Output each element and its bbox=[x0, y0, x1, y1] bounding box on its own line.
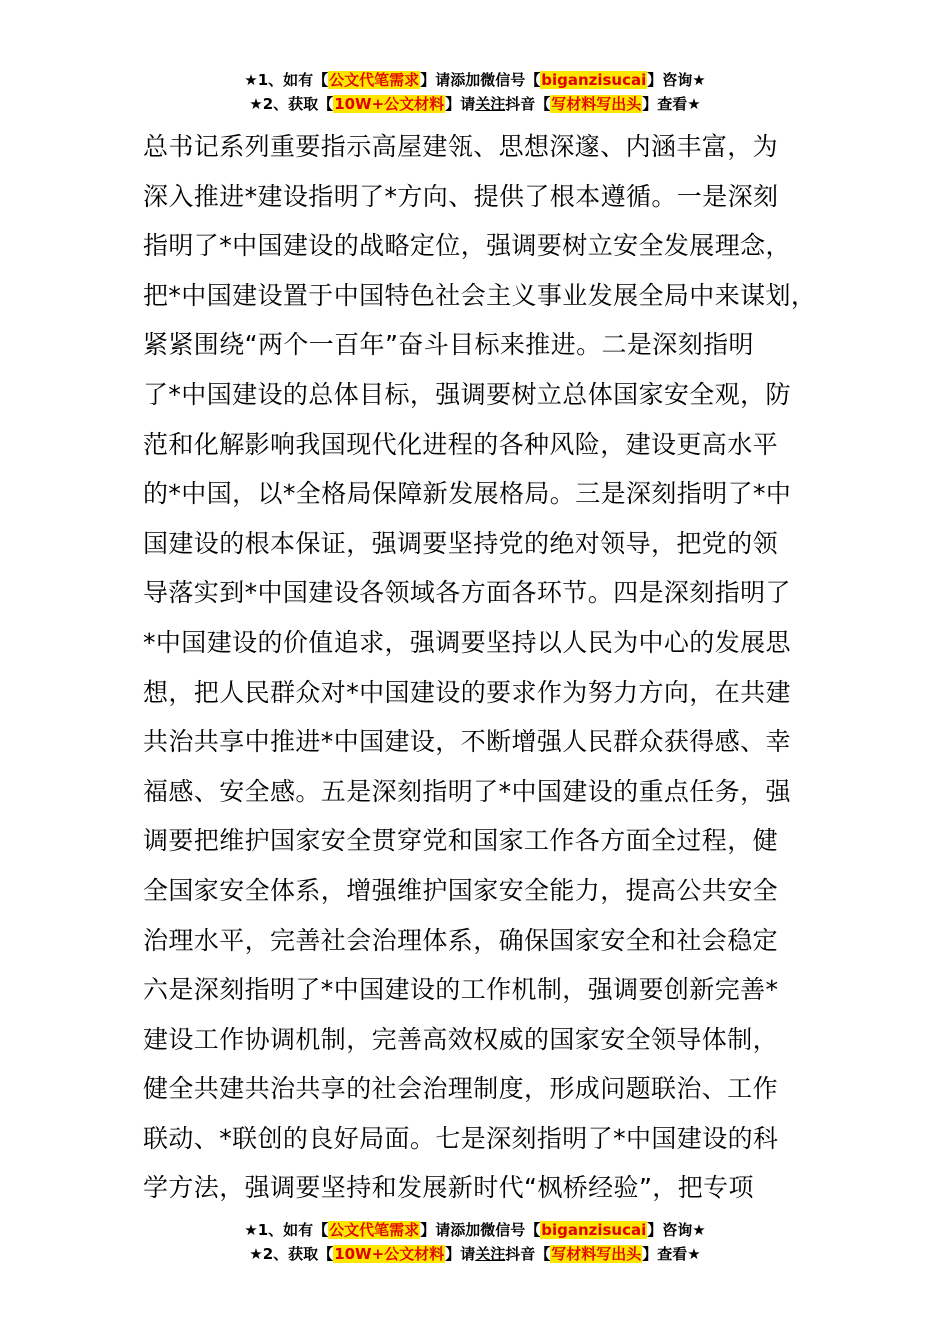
body-text-line: 指明了*中国建设的战略定位，强调要树立安全发展理念， bbox=[143, 231, 791, 261]
body-text-line: 范和化解影响我国现代化进程的各种风险，建设更高水平 bbox=[143, 429, 779, 459]
promo-line-2: ★2、获取【10W+公文材料】请关注抖音【写材料写出头】查看★ bbox=[249, 1245, 701, 1263]
body-text-line: 联动、*联创的良好局面。七是深刻指明了*中国建设的科 bbox=[143, 1123, 779, 1153]
body-text-line: 共治共享中推进*中国建设，不断增强人民群众获得感、幸 bbox=[143, 727, 791, 757]
body-text-line: *中国建设的价值追求，强调要坚持以人民为中心的发展思 bbox=[143, 627, 791, 657]
body-text-line: 建设工作协调机制，完善高效权威的国家安全领导体制， bbox=[143, 1024, 779, 1054]
wechat-id-highlight: biganzisucai bbox=[541, 71, 647, 89]
promo-highlight: 公文代笔需求 bbox=[329, 71, 420, 89]
wechat-id-highlight: biganzisucai bbox=[541, 1221, 647, 1239]
footer-promo-banner bbox=[0, 1218, 950, 1266]
body-text-line: 的*中国，以*全格局保障新发展格局。三是深刻指明了*中 bbox=[143, 479, 792, 509]
body-text-line: 导落实到*中国建设各领域各方面各环节。四是深刻指明了 bbox=[143, 578, 791, 608]
body-text-line: 健全共建共治共享的社会治理制度，形成问题联治、工作 bbox=[143, 1074, 779, 1104]
body-text-line: 总书记系列重要指示高屋建瓴、思想深邃、内涵丰富，为 bbox=[143, 132, 779, 161]
body-text-line: 了*中国建设的总体目标，强调要树立总体国家安全观，防 bbox=[143, 379, 791, 409]
promo-highlight: 公文代笔需求 bbox=[329, 1221, 420, 1239]
douyin-account-highlight: 写材料写出头 bbox=[551, 1245, 642, 1263]
body-text-line: 全国家安全体系，增强维护国家安全能力，提高公共安全 bbox=[143, 875, 779, 905]
promo-line-1: ★1、如有【公文代笔需求】请添加微信号【biganzisucai】咨询★ bbox=[244, 1221, 706, 1239]
promo-highlight: 10W+公文材料 bbox=[334, 95, 445, 113]
document-body bbox=[143, 122, 843, 1213]
douyin-account-highlight: 写材料写出头 bbox=[551, 95, 642, 113]
body-text-line: 治理水平，完善社会治理体系，确保国家安全和社会稳定 bbox=[143, 925, 779, 955]
body-text-line: 紧紧围绕“两个一百年”奋斗目标来推进。二是深刻指明 bbox=[143, 330, 754, 360]
promo-highlight: 10W+公文材料 bbox=[334, 1245, 445, 1263]
body-text-line: 国建设的根本保证，强调要坚持党的绝对领导，把党的领 bbox=[143, 528, 779, 558]
body-text-line: 福感、安全感。五是深刻指明了*中国建设的重点任务，强 bbox=[143, 776, 791, 806]
promo-line-2: ★2、获取【10W+公文材料】请关注抖音【写材料写出头】查看★ bbox=[249, 95, 701, 113]
body-text-line: 想，把人民群众对*中国建设的要求作为努力方向，在共建 bbox=[143, 677, 791, 707]
follow-underlined: 关注 bbox=[475, 1245, 506, 1263]
follow-underlined: 关注 bbox=[475, 95, 506, 113]
header-promo-banner bbox=[0, 68, 950, 116]
body-text-line: 深入推进*建设指明了*方向、提供了根本遵循。一是深刻 bbox=[143, 181, 779, 211]
body-text-line: 调要把维护国家安全贯穿党和国家工作各方面全过程，健 bbox=[143, 826, 779, 856]
body-text-line: 学方法，强调要坚持和发展新时代“枫桥经验”，把专项 bbox=[143, 1173, 754, 1203]
body-text-line: 把*中国建设置于中国特色社会主义事业发展全局中来谋划， bbox=[143, 280, 817, 310]
promo-line-1: ★1、如有【公文代笔需求】请添加微信号【biganzisucai】咨询★ bbox=[244, 71, 706, 89]
body-text-line: 六是深刻指明了*中国建设的工作机制，强调要创新完善* bbox=[143, 975, 779, 1005]
